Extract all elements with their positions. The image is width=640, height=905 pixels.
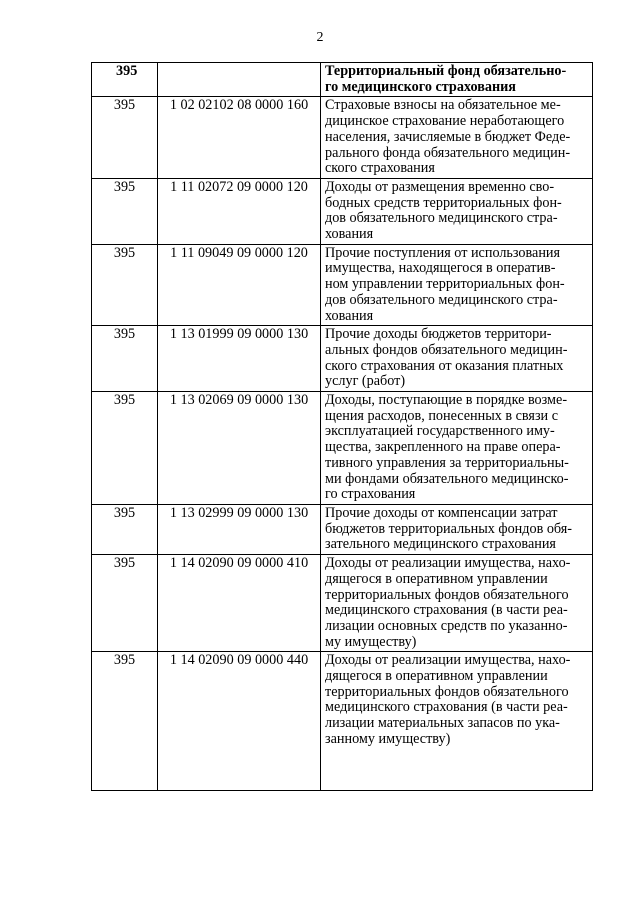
admin-code-cell: 395 [92, 652, 158, 791]
table-row [92, 326, 593, 392]
name-line: Доходы от размещения временно сво- [325, 178, 555, 195]
name-line: дов обязательного медицинского стра- [325, 210, 558, 227]
name-line: альных фондов обязательного медицин- [325, 341, 568, 358]
name-line: медицинского страхования (в части реа- [325, 602, 568, 619]
name-line: территориальных фондов обязательного [325, 683, 569, 700]
name-line: занному имуществу) [325, 730, 451, 747]
revenue-code-cell: 1 14 02090 09 0000 410 [158, 555, 321, 652]
admin-code-cell: 395 [92, 178, 158, 244]
revenue-name-cell [321, 652, 593, 791]
name-line: ского страхования от оказания платных [325, 357, 564, 374]
admin-code-cell: 395 [92, 392, 158, 505]
name-line: хования [325, 226, 374, 243]
admin-code-cell: 395 [92, 97, 158, 179]
table-row [92, 504, 593, 554]
name-line: медицинского страхования (в части реа- [325, 699, 568, 716]
revenue-name-cell [321, 504, 593, 554]
revenue-code-cell: 1 11 09049 09 0000 120 [158, 244, 321, 326]
table-row [92, 178, 593, 244]
revenue-name-cell [321, 392, 593, 505]
name-line: хования [325, 307, 374, 324]
table-row-last [92, 652, 593, 791]
name-line: бюджетов территориальных фондов обя- [325, 520, 573, 537]
name-line: дов обязательного медицинского стра- [325, 291, 558, 308]
name-line: дящегося в оперативном управлении [325, 668, 548, 685]
name-line: территориальных фондов обязательного [325, 586, 569, 603]
table-row [92, 555, 593, 652]
name-line: щества, закрепленного на праве опера- [325, 439, 561, 456]
header-admin-code: 395 [92, 63, 158, 97]
name-line: рального фонда обязательного медицин- [325, 144, 571, 161]
header-revenue-code [158, 63, 321, 97]
table-header-row [92, 63, 593, 97]
revenue-code-cell: 1 14 02090 09 0000 440 [158, 652, 321, 791]
name-line: имущества, находящегося в оператив- [325, 260, 556, 277]
name-line: ского страхования [325, 160, 435, 177]
name-line: Прочие доходы от компенсации затрат [325, 504, 558, 521]
name-line: Территориальный фонд обязательно- [325, 63, 567, 79]
name-line: эксплуатацией государственного иму- [325, 423, 555, 440]
name-line: Прочие поступления от использования [325, 244, 561, 261]
name-line: Страховые взносы на обязательное ме- [325, 97, 561, 114]
table-row [92, 392, 593, 505]
admin-code-cell: 395 [92, 504, 158, 554]
name-line: населения, зачисляемые в бюджет Феде- [325, 128, 571, 145]
name-line: го страхования [325, 486, 416, 503]
revenue-code-cell: 1 13 01999 09 0000 130 [158, 326, 321, 392]
header-organization-name [321, 63, 593, 97]
admin-code-cell: 395 [92, 244, 158, 326]
revenue-name-cell [321, 97, 593, 179]
name-line: Доходы, поступающие в порядке возме- [325, 392, 568, 409]
name-line: тивного управления за территориальны- [325, 454, 569, 471]
name-line: бодных средств территориальных фон- [325, 194, 562, 211]
name-line: услуг (работ) [325, 373, 406, 390]
table-row [92, 244, 593, 326]
revenue-name-cell [321, 178, 593, 244]
page-number: 2 [316, 30, 324, 45]
revenue-name-cell [321, 555, 593, 652]
name-line: му имуществу) [325, 633, 417, 650]
revenue-codes-table [91, 62, 593, 791]
revenue-name-cell [321, 326, 593, 392]
revenue-code-cell: 1 02 02102 08 0000 160 [158, 97, 321, 179]
name-line: ном управлении территориальных фон- [325, 276, 565, 293]
name-line: Доходы от реализации имущества, нахо- [325, 652, 571, 669]
revenue-name-cell [321, 244, 593, 326]
name-line: Доходы от реализации имущества, нахо- [325, 555, 571, 572]
name-line: дящегося в оперативном управлении [325, 570, 548, 587]
name-line: ми фондами обязательного медицинско- [325, 470, 569, 487]
name-line: щения расходов, понесенных в связи с [325, 407, 558, 424]
admin-code-cell: 395 [92, 326, 158, 392]
name-line: Прочие доходы бюджетов территори- [325, 326, 552, 343]
name-line: лизации материальных запасов по ука- [325, 715, 560, 732]
name-line: лизации основных средств по указанно- [325, 617, 568, 634]
admin-code-cell: 395 [92, 555, 158, 652]
name-line: дицинское страхование неработающего [325, 113, 565, 130]
revenue-code-cell: 1 11 02072 09 0000 120 [158, 178, 321, 244]
revenue-code-cell: 1 13 02069 09 0000 130 [158, 392, 321, 505]
table-row [92, 97, 593, 179]
name-line: го медицинского страхования [325, 78, 516, 95]
revenue-code-cell: 1 13 02999 09 0000 130 [158, 504, 321, 554]
name-line: зательного медицинского страхования [325, 536, 556, 553]
